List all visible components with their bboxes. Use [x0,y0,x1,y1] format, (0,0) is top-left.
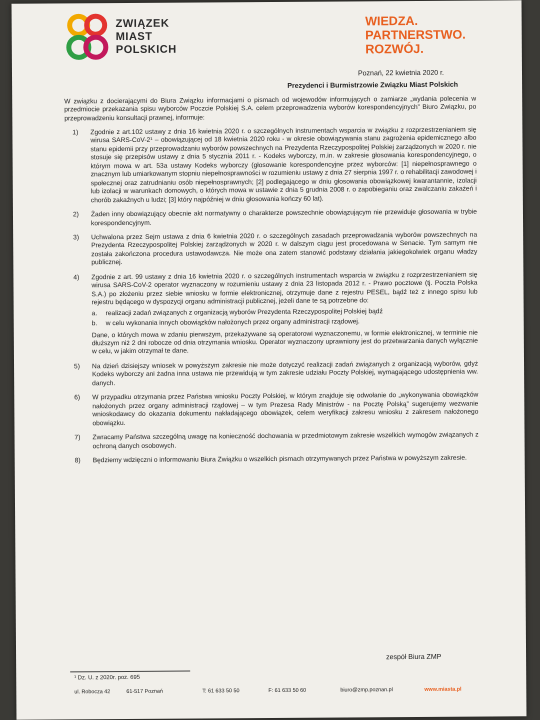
footnote: ¹ Dz. U. z 2020r. poz. 695 [74,674,140,682]
item-continuation: Dane, o których mowa w zdaniu pierwszym, przekazywane są operatorowi wyznaczonemu, w formie elektronicznej, w terminie nie dłuższym niż 2 dni robocze od dnia otrzymania wniosku. Operator wyznaczony uprawniony jest do przetwarzania danych wyłącznie w celu, w jakim otrzymał te dane. [91,329,478,356]
sub-item-text: w celu wykonania innych obowiązków nałożonych przez organy administracji rządowej. [105,318,360,328]
footer-address: ul. Robocza 42 [74,689,111,696]
org-name-line: MIAST [115,30,153,44]
footer-website[interactable]: www.miasta.pl [424,686,462,693]
footer-email[interactable]: biuro@zmp.poznan.pl [340,687,393,694]
item-text: Zgodnie z art. 99 ustawy z dnia 16 kwietnia 2020 r. o szczególnych instrumentach wsparcia w związku z rozprzestrzenianiem się wirusa SARS-CoV-2 operator wyznaczony w rozumieniu ustawy z dnia 23 listopada 2012 r. - Prawo pocztowe (tj. Poczta Polska S.A.) po złożeniu przez siebie wniosku w formie elektronicznej, otrzymuje dane z rejestru PESEL, bądź też z innego spisu lub rejestru będącego w dyspozycji organu administracji publicznej, jeżeli dane te są potrzebne do: [91,271,478,307]
footnote-divider [70,671,190,673]
zmp-logo [66,13,196,74]
list-item [66,360,478,388]
list-item [64,127,477,206]
item-number: 1) [72,129,79,137]
letter-recipient: Prezydenci i Burmistrzowie Związku Miast Polskich [287,81,459,90]
letter-page [12,0,527,720]
sub-item-letter: b. [91,320,98,328]
motto-line: PARTNERSTWO. [365,27,466,43]
item-text: Zgodnie z art.102 ustawy z dnia 16 kwietnia 2020 r. o szczególnych instrumentach wsparcia w związku z rozprzestrzenianiem się wirusa SARS-CoV-2¹ – obowiązującej od 18 kwietnia 2020 roku - w okresie obowiązywania stanu zagrożenia epidemicznego albo stanu epidemii przy przeprowadzaniu wyborów powszechnych na Prezydenta Rzeczypospolitej Polskiej zarządzonych w 2020 r. nie stosuje się przepisów ustawy z dnia 5 stycznia 2011 r. - Kodeks wyborczy, m.in. w zakresie głosowania korespondencyjnego, o którym mowa w art. 53a ustawy Kodeks wyborczy (głosowanie korespondencyjne przez wyborców: [1] niepełnosprawnego o znacznym lub umiarkowanym stopniu niepełnosprawności w rozumieniu ustawy z dnia 27 sierpnia 1997 r. o rehabilitacji zawodowej i społecznej oraz zatrudnianiu osób niepełnosprawnych; [2] podlegającego w dniu głosowania obowiązkowej kwarantannie, izolacji lub izolacji w warunkach domowych, o których mowa w ustawie z dnia 5 grudnia 2008 r. o zapobieganiu oraz zwalczaniu zakażeń i chorób zakaźnych u ludzi; [3] który najpóźniej w dniu głosowania kończy 60 lat). [90,126,477,204]
motto-line: WIEDZA. [365,13,418,29]
item-number: 5) [74,363,80,371]
sub-item [92,307,478,318]
letter-intro: W związku z docierającymi do Biura Związku informacjami o pismach od wojewodów informujących o zamiarze „wydania polecenia w przedmiocie przekazania spisu wyborców Poczcie Polskiej S.A. celem przeprowadzenia wyborów korespondencyjnych” Biuro Związku, po przeprowadzeniu konsultacji prawnej, informuje: [64,95,477,123]
org-name-line: POLSKICH [115,43,177,57]
sub-item-text: realizacji zadań związanych z organizacją wyborów Prezydenta Rzeczypospolitej Polskiej bądź [105,307,383,317]
item-number: 4) [73,274,80,282]
item-text: W przypadku otrzymania przez Państwa wniosku Poczty Polskiej, w którym znajduje się odwołanie do „wykonywania obowiązków nałożonych przez organy administracji rządowej – w tym Prezesa Rady Ministrów - na Pocztę Polską” sugerujemy wezwanie wnioskodawcy do okazania dokumentu nakładającego obowiązek, celem weryfikacji zakresu wniosku z zakresem nałożonego obowiązku. [92,391,479,427]
item-text: Uchwalona przez Sejm ustawa z dnia 6 kwietnia 2020 r. o szczególnych zasadach przeprowadzania wyborów powszechnych na Prezydenta Rzeczypospolitej Polskiej zarządzonych w 2020 r. w dalszym ciągu jest procedowana w Senacie. Tym samym nie została zakończona procedura ustawodawcza. Nie może ona zatem stanowić podstawy działania jakiegokolwiek organu władzy publicznej. [91,231,478,267]
sub-item [92,318,478,329]
list-item [67,432,479,452]
motto [365,14,466,57]
list-item [66,392,478,429]
item-text: Zwracamy Państwa szczególną uwagę na konieczność dochowania w przedmiotowym zakresie wszelkich wymogów związanych z ochroną danych osobowych. [92,431,479,450]
footer-postal: 61-517 Poznań [126,688,163,696]
org-name-line: ZWIĄZEK [115,17,170,31]
footer [74,687,484,698]
item-number: 3) [73,234,80,242]
list-item [65,271,478,357]
list-item [65,232,477,269]
footer-fax: F: 61 633 50 60 [268,687,307,695]
signoff: zespół Biura ZMP [386,653,442,662]
item-number: 2) [72,211,79,219]
item-text: Na dzień dzisiejszy wniosek w powyższym zakresie nie może dotyczyć realizacji zadań związanych z organizacją wyborów, gdyż Kodeks wyborczy ani żadna inna ustawa nie przewidują w tym zakresie udziału Poczty Polskiej, wymagającego udostępnienia ww. danych. [92,360,479,388]
org-name [116,18,177,57]
motto-line: ROZWÓJ. [365,41,424,57]
letter-date: Poznań, 22 kwietnia 2020 r. [357,69,445,78]
item-text: Będziemy wdzięczni o informowaniu Biura Związku o wszelkich pismach otrzymywanych przez Państwa w powyższym zakresie. [92,454,467,465]
footer-phone: T: 61 633 50 50 [202,688,240,695]
sub-item-letter: a. [91,309,98,317]
item-number: 8) [74,457,81,465]
item-text: Żaden inny obowiązujący obecnie akt normatywny o charakterze powszechnie obowiązującym nie przewiduje głosowania w trybie korespondencyjnym. [90,208,477,227]
item-number: 7) [74,434,81,442]
zmp-logo-icon [66,13,110,65]
list-item [67,454,479,465]
letter-items [64,127,478,472]
item-number: 6) [74,394,81,402]
list-item [65,209,477,229]
